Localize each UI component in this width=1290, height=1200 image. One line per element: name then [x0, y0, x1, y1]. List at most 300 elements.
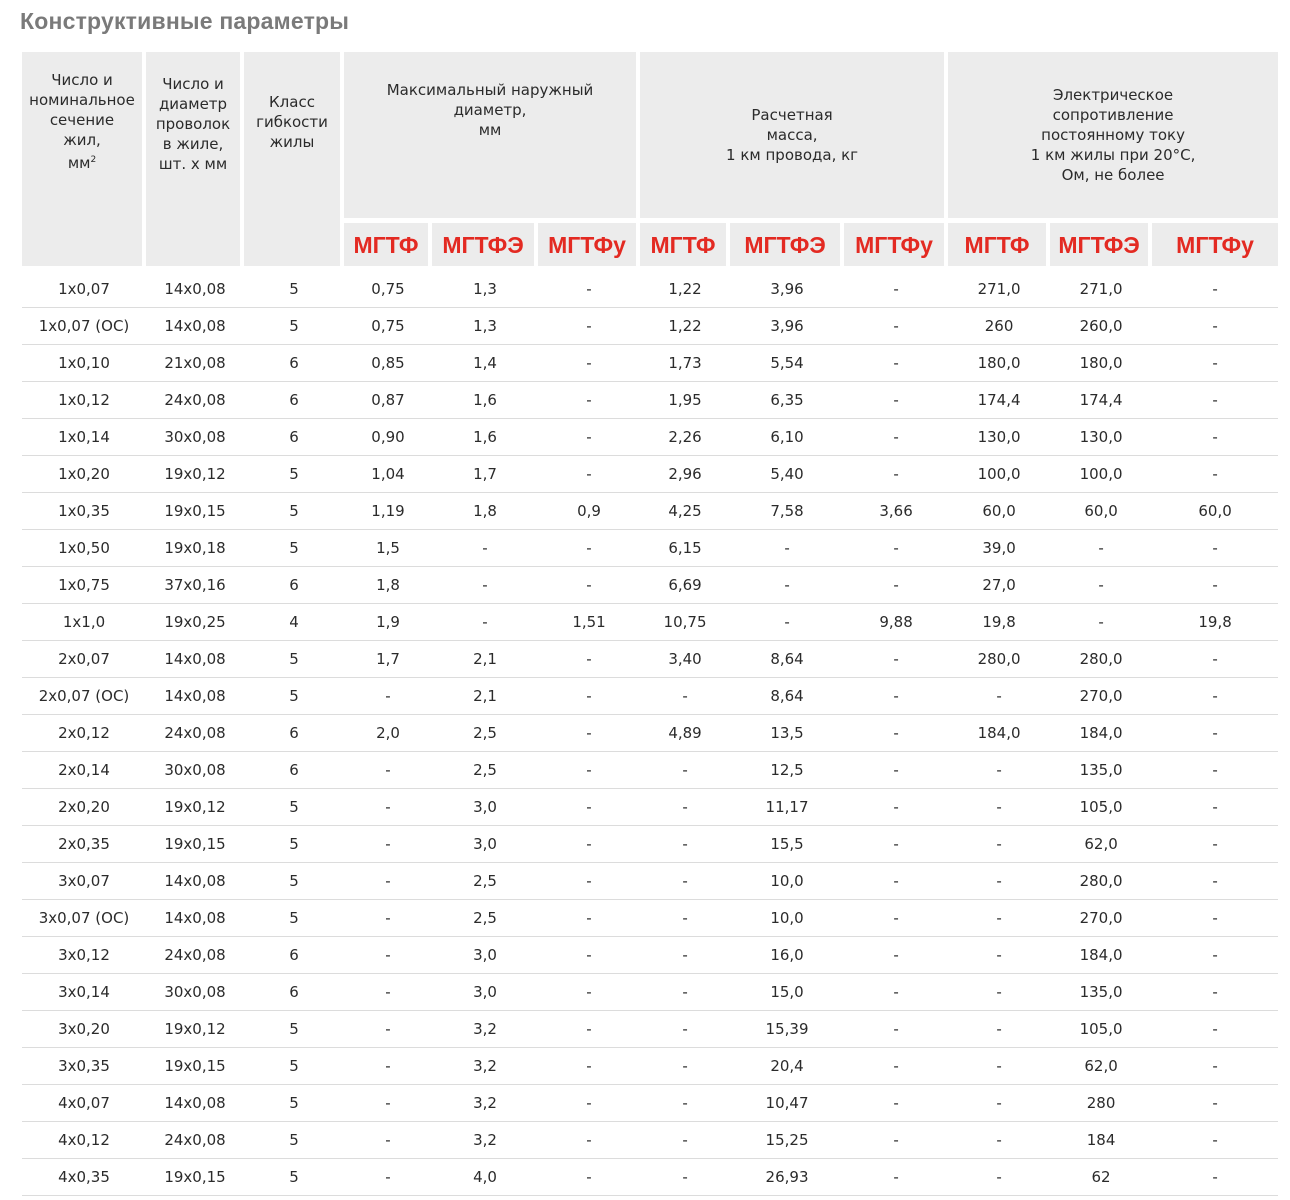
- cell-cores: 1х0,14: [22, 419, 146, 456]
- cell-cores: 3х0,12: [22, 937, 146, 974]
- cell-mass-mgtf: 2,96: [640, 456, 730, 493]
- cell-wires: 30х0,08: [146, 752, 244, 789]
- cell-wires: 24х0,08: [146, 715, 244, 752]
- cell-mass-mgtf: -: [640, 1122, 730, 1159]
- cell-flex: 5: [244, 863, 344, 900]
- cell-resistance-mgtfe: 62,0: [1050, 826, 1152, 863]
- cell-mass-mgtfu: -: [844, 382, 948, 419]
- cell-mass-mgtf: -: [640, 678, 730, 715]
- cell-resistance-mgtfu: -: [1152, 715, 1278, 752]
- cell-resistance-mgtfe: 184: [1050, 1122, 1152, 1159]
- cell-diameter-mgtf: -: [344, 678, 432, 715]
- cell-flex: 6: [244, 567, 344, 604]
- cell-resistance-mgtf: -: [948, 826, 1050, 863]
- cell-cores: 3х0,07 (ОС): [22, 900, 146, 937]
- table-row: [22, 752, 1278, 789]
- header-mass: [640, 52, 948, 223]
- cell-mass-mgtfe: 3,96: [730, 308, 844, 345]
- cell-cores: 4х0,12: [22, 1122, 146, 1159]
- cell-diameter-mgtf: 1,8: [344, 567, 432, 604]
- cell-flex: 5: [244, 641, 344, 678]
- table-row: [22, 271, 1278, 308]
- cell-resistance-mgtf: 260: [948, 308, 1050, 345]
- cell-resistance-mgtfu: -: [1152, 1048, 1278, 1085]
- cell-mass-mgtf: -: [640, 826, 730, 863]
- cell-flex: 5: [244, 1011, 344, 1048]
- cell-flex: 6: [244, 715, 344, 752]
- cell-resistance-mgtfe: 100,0: [1050, 456, 1152, 493]
- cell-resistance-mgtfu: -: [1152, 678, 1278, 715]
- cell-wires: 19х0,18: [146, 530, 244, 567]
- cell-resistance-mgtf: 19,8: [948, 604, 1050, 641]
- cell-diameter-mgtfe: 2,5: [432, 900, 538, 937]
- header-mass-line: Расчетная: [751, 106, 833, 124]
- cell-flex: 4: [244, 604, 344, 641]
- cell-diameter-mgtfe: 3,2: [432, 1011, 538, 1048]
- cell-diameter-mgtf: -: [344, 863, 432, 900]
- cell-mass-mgtfe: 15,39: [730, 1011, 844, 1048]
- cell-wires: 24х0,08: [146, 382, 244, 419]
- brand-mgtfe: МГТФЭ: [1050, 223, 1152, 271]
- cell-resistance-mgtfe: -: [1050, 567, 1152, 604]
- cell-diameter-mgtfe: 2,5: [432, 863, 538, 900]
- cell-resistance-mgtf: 130,0: [948, 419, 1050, 456]
- cell-mass-mgtfu: -: [844, 530, 948, 567]
- cell-mass-mgtf: -: [640, 900, 730, 937]
- cell-diameter-mgtf: 0,85: [344, 345, 432, 382]
- cell-mass-mgtf: 1,22: [640, 308, 730, 345]
- cell-mass-mgtfe: 11,17: [730, 789, 844, 826]
- cell-wires: 30х0,08: [146, 974, 244, 1011]
- cell-mass-mgtf: 4,25: [640, 493, 730, 530]
- cell-diameter-mgtfe: 1,8: [432, 493, 538, 530]
- cell-mass-mgtfe: 26,93: [730, 1159, 844, 1196]
- table-row: [22, 937, 1278, 974]
- cell-wires: 19х0,12: [146, 1011, 244, 1048]
- cell-cores: 1х0,07 (ОС): [22, 308, 146, 345]
- cell-resistance-mgtfu: -: [1152, 1122, 1278, 1159]
- cell-diameter-mgtfe: 2,1: [432, 641, 538, 678]
- cell-mass-mgtfu: -: [844, 567, 948, 604]
- cell-flex: 6: [244, 419, 344, 456]
- cell-wires: 19х0,25: [146, 604, 244, 641]
- table-row: [22, 641, 1278, 678]
- header-mass-line: 1 км провода, кг: [726, 146, 859, 164]
- cell-flex: 5: [244, 493, 344, 530]
- header-wires-line: диаметр: [158, 95, 228, 113]
- cell-diameter-mgtf: -: [344, 789, 432, 826]
- table-row: [22, 1011, 1278, 1048]
- cell-diameter-mgtfe: 1,4: [432, 345, 538, 382]
- cell-diameter-mgtfu: -: [538, 308, 640, 345]
- cell-resistance-mgtf: 174,4: [948, 382, 1050, 419]
- cell-wires: 14х0,08: [146, 678, 244, 715]
- header-wires-line: Число и: [162, 75, 224, 93]
- cell-mass-mgtfu: -: [844, 900, 948, 937]
- cell-cores: 1х1,0: [22, 604, 146, 641]
- cell-cores: 1х0,75: [22, 567, 146, 604]
- cell-cores: 3х0,14: [22, 974, 146, 1011]
- cell-diameter-mgtfu: -: [538, 789, 640, 826]
- cell-mass-mgtfe: 8,64: [730, 641, 844, 678]
- cell-wires: 14х0,08: [146, 1085, 244, 1122]
- cell-resistance-mgtf: -: [948, 1085, 1050, 1122]
- cell-resistance-mgtfe: 184,0: [1050, 937, 1152, 974]
- cell-resistance-mgtf: -: [948, 752, 1050, 789]
- cell-mass-mgtfe: 10,47: [730, 1085, 844, 1122]
- cell-wires: 19х0,15: [146, 826, 244, 863]
- cell-diameter-mgtf: 1,04: [344, 456, 432, 493]
- cell-resistance-mgtf: 271,0: [948, 271, 1050, 308]
- cell-resistance-mgtf: -: [948, 1122, 1050, 1159]
- cell-mass-mgtf: -: [640, 1085, 730, 1122]
- cell-diameter-mgtfe: 2,1: [432, 678, 538, 715]
- cell-resistance-mgtfe: 180,0: [1050, 345, 1152, 382]
- header-diameter-line: Максимальный наружный: [386, 81, 594, 99]
- cell-wires: 14х0,08: [146, 271, 244, 308]
- cell-resistance-mgtf: -: [948, 789, 1050, 826]
- table-row: [22, 900, 1278, 937]
- cell-diameter-mgtfu: -: [538, 826, 640, 863]
- header-cores-line: жил,: [63, 131, 101, 149]
- header-diameter: [344, 52, 640, 223]
- cell-diameter-mgtf: -: [344, 752, 432, 789]
- cell-cores: 1х0,12: [22, 382, 146, 419]
- cell-mass-mgtfu: -: [844, 752, 948, 789]
- cell-mass-mgtf: -: [640, 1159, 730, 1196]
- cell-diameter-mgtfu: -: [538, 641, 640, 678]
- cell-wires: 30х0,08: [146, 419, 244, 456]
- cell-resistance-mgtf: -: [948, 863, 1050, 900]
- cell-diameter-mgtfu: -: [538, 1011, 640, 1048]
- cell-resistance-mgtfu: -: [1152, 1159, 1278, 1196]
- brand-mgtf: МГТФ: [344, 223, 432, 271]
- cell-cores: 1х0,35: [22, 493, 146, 530]
- cell-flex: 5: [244, 271, 344, 308]
- cell-diameter-mgtf: 1,9: [344, 604, 432, 641]
- header-wires: [146, 52, 244, 271]
- cell-mass-mgtfu: -: [844, 715, 948, 752]
- cell-wires: 24х0,08: [146, 1122, 244, 1159]
- table-row: [22, 567, 1278, 604]
- cell-resistance-mgtfe: -: [1050, 604, 1152, 641]
- cell-cores: 2х0,12: [22, 715, 146, 752]
- cell-diameter-mgtfe: 3,0: [432, 789, 538, 826]
- cell-mass-mgtf: -: [640, 752, 730, 789]
- cell-mass-mgtfe: 15,5: [730, 826, 844, 863]
- cell-resistance-mgtfu: -: [1152, 271, 1278, 308]
- table-row: [22, 604, 1278, 641]
- cell-resistance-mgtfe: 184,0: [1050, 715, 1152, 752]
- cell-resistance-mgtfu: 60,0: [1152, 493, 1278, 530]
- cell-diameter-mgtfu: -: [538, 863, 640, 900]
- cell-resistance-mgtfu: -: [1152, 789, 1278, 826]
- cell-diameter-mgtfu: -: [538, 567, 640, 604]
- header-row-top: [22, 52, 1278, 223]
- cell-resistance-mgtfe: 271,0: [1050, 271, 1152, 308]
- cell-diameter-mgtfu: -: [538, 900, 640, 937]
- cell-resistance-mgtfe: 135,0: [1050, 752, 1152, 789]
- cell-mass-mgtfu: -: [844, 1159, 948, 1196]
- cell-diameter-mgtf: 0,90: [344, 419, 432, 456]
- brand-mgtfu: МГТФу: [538, 223, 640, 271]
- header-flex-line: Класс: [269, 93, 315, 111]
- cell-mass-mgtf: 1,73: [640, 345, 730, 382]
- cell-flex: 6: [244, 974, 344, 1011]
- cell-diameter-mgtf: 1,7: [344, 641, 432, 678]
- cell-mass-mgtfu: -: [844, 789, 948, 826]
- cell-resistance-mgtf: 39,0: [948, 530, 1050, 567]
- cell-diameter-mgtf: -: [344, 937, 432, 974]
- table-row: [22, 715, 1278, 752]
- brand-mgtfu: МГТФу: [1152, 223, 1278, 271]
- cell-mass-mgtf: -: [640, 1048, 730, 1085]
- cell-mass-mgtfe: 6,10: [730, 419, 844, 456]
- cell-flex: 5: [244, 1048, 344, 1085]
- cell-resistance-mgtfu: -: [1152, 456, 1278, 493]
- header-resistance-line: Электрическое: [1052, 86, 1174, 104]
- cell-mass-mgtf: 6,69: [640, 567, 730, 604]
- cell-diameter-mgtf: -: [344, 1122, 432, 1159]
- cell-mass-mgtf: 4,89: [640, 715, 730, 752]
- header-cores-line: мм: [67, 154, 91, 172]
- cell-cores: 1х0,50: [22, 530, 146, 567]
- cell-diameter-mgtfe: 1,6: [432, 419, 538, 456]
- cell-mass-mgtfu: -: [844, 345, 948, 382]
- cell-flex: 5: [244, 826, 344, 863]
- header-resistance-line: 1 км жилы при 20°С,: [1030, 146, 1196, 164]
- cell-diameter-mgtfe: 1,7: [432, 456, 538, 493]
- cell-mass-mgtf: 3,40: [640, 641, 730, 678]
- cell-cores: 2х0,35: [22, 826, 146, 863]
- cell-diameter-mgtfu: -: [538, 678, 640, 715]
- table-row: [22, 826, 1278, 863]
- cell-diameter-mgtfe: 1,3: [432, 308, 538, 345]
- cell-diameter-mgtfu: 0,9: [538, 493, 640, 530]
- cell-diameter-mgtfe: 3,0: [432, 974, 538, 1011]
- cell-resistance-mgtfe: 280,0: [1050, 863, 1152, 900]
- cell-mass-mgtfe: 15,0: [730, 974, 844, 1011]
- header-resistance-line: постоянному току: [1041, 126, 1185, 144]
- table-row: [22, 1122, 1278, 1159]
- cell-diameter-mgtf: -: [344, 900, 432, 937]
- cell-wires: 14х0,08: [146, 863, 244, 900]
- cell-resistance-mgtfu: 19,8: [1152, 604, 1278, 641]
- cell-flex: 5: [244, 1085, 344, 1122]
- cell-diameter-mgtf: 0,75: [344, 271, 432, 308]
- table-row: [22, 1085, 1278, 1122]
- header-flex-line: жилы: [269, 133, 315, 151]
- header-wires-line: шт. х мм: [158, 155, 228, 173]
- cell-resistance-mgtfe: 270,0: [1050, 678, 1152, 715]
- cell-mass-mgtf: -: [640, 937, 730, 974]
- cell-cores: 1х0,20: [22, 456, 146, 493]
- cell-diameter-mgtfe: -: [432, 530, 538, 567]
- cell-diameter-mgtf: 0,87: [344, 382, 432, 419]
- cell-mass-mgtfe: 6,35: [730, 382, 844, 419]
- cell-resistance-mgtfu: -: [1152, 937, 1278, 974]
- cell-diameter-mgtfu: -: [538, 1159, 640, 1196]
- cell-resistance-mgtfe: -: [1050, 530, 1152, 567]
- cell-diameter-mgtfe: -: [432, 567, 538, 604]
- cell-resistance-mgtfe: 174,4: [1050, 382, 1152, 419]
- cell-resistance-mgtfe: 105,0: [1050, 789, 1152, 826]
- header-cores-superscript: 2: [90, 155, 97, 165]
- cell-mass-mgtfu: -: [844, 1048, 948, 1085]
- cell-mass-mgtf: 10,75: [640, 604, 730, 641]
- cell-diameter-mgtfu: -: [538, 752, 640, 789]
- cell-mass-mgtfu: -: [844, 937, 948, 974]
- cell-resistance-mgtf: -: [948, 974, 1050, 1011]
- cell-wires: 24х0,08: [146, 937, 244, 974]
- cell-diameter-mgtfe: 1,3: [432, 271, 538, 308]
- cell-diameter-mgtfu: -: [538, 937, 640, 974]
- cell-mass-mgtfu: -: [844, 974, 948, 1011]
- header-diameter-line: диаметр,: [453, 101, 527, 119]
- cell-resistance-mgtfe: 135,0: [1050, 974, 1152, 1011]
- cell-mass-mgtfu: 9,88: [844, 604, 948, 641]
- cell-resistance-mgtfe: 62,0: [1050, 1048, 1152, 1085]
- cell-wires: 21х0,08: [146, 345, 244, 382]
- cell-resistance-mgtfu: -: [1152, 567, 1278, 604]
- cell-cores: 2х0,07: [22, 641, 146, 678]
- cell-mass-mgtfe: 8,64: [730, 678, 844, 715]
- cell-diameter-mgtfe: 3,2: [432, 1085, 538, 1122]
- table-row: [22, 456, 1278, 493]
- cell-resistance-mgtfe: 280: [1050, 1085, 1152, 1122]
- cell-diameter-mgtf: -: [344, 1011, 432, 1048]
- cell-diameter-mgtfe: 1,6: [432, 382, 538, 419]
- header-resistance-line: сопротивление: [1052, 106, 1174, 124]
- table-row: [22, 1159, 1278, 1196]
- brand-mgtfe: МГТФЭ: [432, 223, 538, 271]
- cell-diameter-mgtf: -: [344, 826, 432, 863]
- table-row: [22, 1048, 1278, 1085]
- cell-mass-mgtfe: -: [730, 530, 844, 567]
- cell-diameter-mgtf: 2,0: [344, 715, 432, 752]
- header-cores-line: номинальное: [29, 91, 135, 109]
- cell-mass-mgtfe: 7,58: [730, 493, 844, 530]
- cell-flex: 6: [244, 752, 344, 789]
- header-flex-line: гибкости: [256, 113, 328, 131]
- cell-resistance-mgtfu: -: [1152, 1085, 1278, 1122]
- cell-diameter-mgtfu: -: [538, 345, 640, 382]
- cell-resistance-mgtfu: -: [1152, 419, 1278, 456]
- cell-mass-mgtf: 6,15: [640, 530, 730, 567]
- cell-mass-mgtfe: 12,5: [730, 752, 844, 789]
- cell-mass-mgtfe: 5,40: [730, 456, 844, 493]
- cell-mass-mgtf: -: [640, 1011, 730, 1048]
- table-row: [22, 530, 1278, 567]
- cell-diameter-mgtf: -: [344, 1159, 432, 1196]
- cell-mass-mgtf: 1,22: [640, 271, 730, 308]
- cell-mass-mgtfu: -: [844, 678, 948, 715]
- table-row: [22, 308, 1278, 345]
- cell-diameter-mgtfu: -: [538, 530, 640, 567]
- cell-resistance-mgtf: -: [948, 937, 1050, 974]
- cell-mass-mgtfe: -: [730, 604, 844, 641]
- cell-cores: 3х0,35: [22, 1048, 146, 1085]
- brand-mgtf: МГТФ: [640, 223, 730, 271]
- cell-wires: 19х0,15: [146, 1159, 244, 1196]
- header-flex: [244, 52, 344, 271]
- table-row: [22, 419, 1278, 456]
- header-mass-line: масса,: [766, 126, 818, 144]
- cell-flex: 5: [244, 530, 344, 567]
- cell-diameter-mgtf: -: [344, 974, 432, 1011]
- cell-mass-mgtfe: 20,4: [730, 1048, 844, 1085]
- cell-resistance-mgtfe: 62: [1050, 1159, 1152, 1196]
- cell-wires: 37х0,16: [146, 567, 244, 604]
- cell-mass-mgtfu: 3,66: [844, 493, 948, 530]
- cell-diameter-mgtfu: 1,51: [538, 604, 640, 641]
- cell-diameter-mgtfe: 3,2: [432, 1048, 538, 1085]
- cell-resistance-mgtfu: -: [1152, 1011, 1278, 1048]
- cell-resistance-mgtfu: -: [1152, 382, 1278, 419]
- table-row: [22, 678, 1278, 715]
- cell-wires: 19х0,15: [146, 493, 244, 530]
- cell-cores: 1х0,10: [22, 345, 146, 382]
- cell-mass-mgtf: 1,95: [640, 382, 730, 419]
- cell-mass-mgtfu: -: [844, 1085, 948, 1122]
- cell-diameter-mgtfe: 3,0: [432, 937, 538, 974]
- cell-resistance-mgtfu: -: [1152, 530, 1278, 567]
- table-row: [22, 493, 1278, 530]
- cell-diameter-mgtfu: -: [538, 382, 640, 419]
- cell-resistance-mgtfe: 130,0: [1050, 419, 1152, 456]
- cell-mass-mgtfu: -: [844, 456, 948, 493]
- cell-resistance-mgtf: 280,0: [948, 641, 1050, 678]
- cell-mass-mgtfe: 15,25: [730, 1122, 844, 1159]
- cell-diameter-mgtf: -: [344, 1048, 432, 1085]
- cell-cores: 4х0,07: [22, 1085, 146, 1122]
- cell-diameter-mgtf: 0,75: [344, 308, 432, 345]
- cell-resistance-mgtfu: -: [1152, 641, 1278, 678]
- cell-mass-mgtfe: 5,54: [730, 345, 844, 382]
- cell-mass-mgtfu: -: [844, 826, 948, 863]
- cell-wires: 19х0,15: [146, 1048, 244, 1085]
- cell-mass-mgtf: -: [640, 974, 730, 1011]
- brand-mgtfu: МГТФу: [844, 223, 948, 271]
- cell-flex: 5: [244, 900, 344, 937]
- header-wires-line: проволок: [155, 115, 231, 133]
- cell-flex: 6: [244, 382, 344, 419]
- cell-resistance-mgtfe: 270,0: [1050, 900, 1152, 937]
- cell-diameter-mgtfe: 2,5: [432, 752, 538, 789]
- cell-flex: 5: [244, 1122, 344, 1159]
- cell-mass-mgtfu: -: [844, 641, 948, 678]
- cell-mass-mgtfe: 10,0: [730, 900, 844, 937]
- cell-mass-mgtfe: -: [730, 567, 844, 604]
- cell-diameter-mgtf: 1,19: [344, 493, 432, 530]
- cell-resistance-mgtf: -: [948, 1011, 1050, 1048]
- cell-resistance-mgtfu: -: [1152, 826, 1278, 863]
- cell-mass-mgtfe: 13,5: [730, 715, 844, 752]
- cell-wires: 14х0,08: [146, 641, 244, 678]
- cell-resistance-mgtfe: 260,0: [1050, 308, 1152, 345]
- cell-wires: 14х0,08: [146, 308, 244, 345]
- header-cores-line: сечение: [49, 111, 115, 129]
- cell-mass-mgtfe: 10,0: [730, 863, 844, 900]
- cell-mass-mgtf: 2,26: [640, 419, 730, 456]
- cell-flex: 6: [244, 345, 344, 382]
- cell-mass-mgtfe: 16,0: [730, 937, 844, 974]
- cell-resistance-mgtfu: -: [1152, 900, 1278, 937]
- cell-diameter-mgtfu: -: [538, 715, 640, 752]
- cell-mass-mgtfu: -: [844, 1011, 948, 1048]
- cell-resistance-mgtf: 100,0: [948, 456, 1050, 493]
- cell-cores: 3х0,07: [22, 863, 146, 900]
